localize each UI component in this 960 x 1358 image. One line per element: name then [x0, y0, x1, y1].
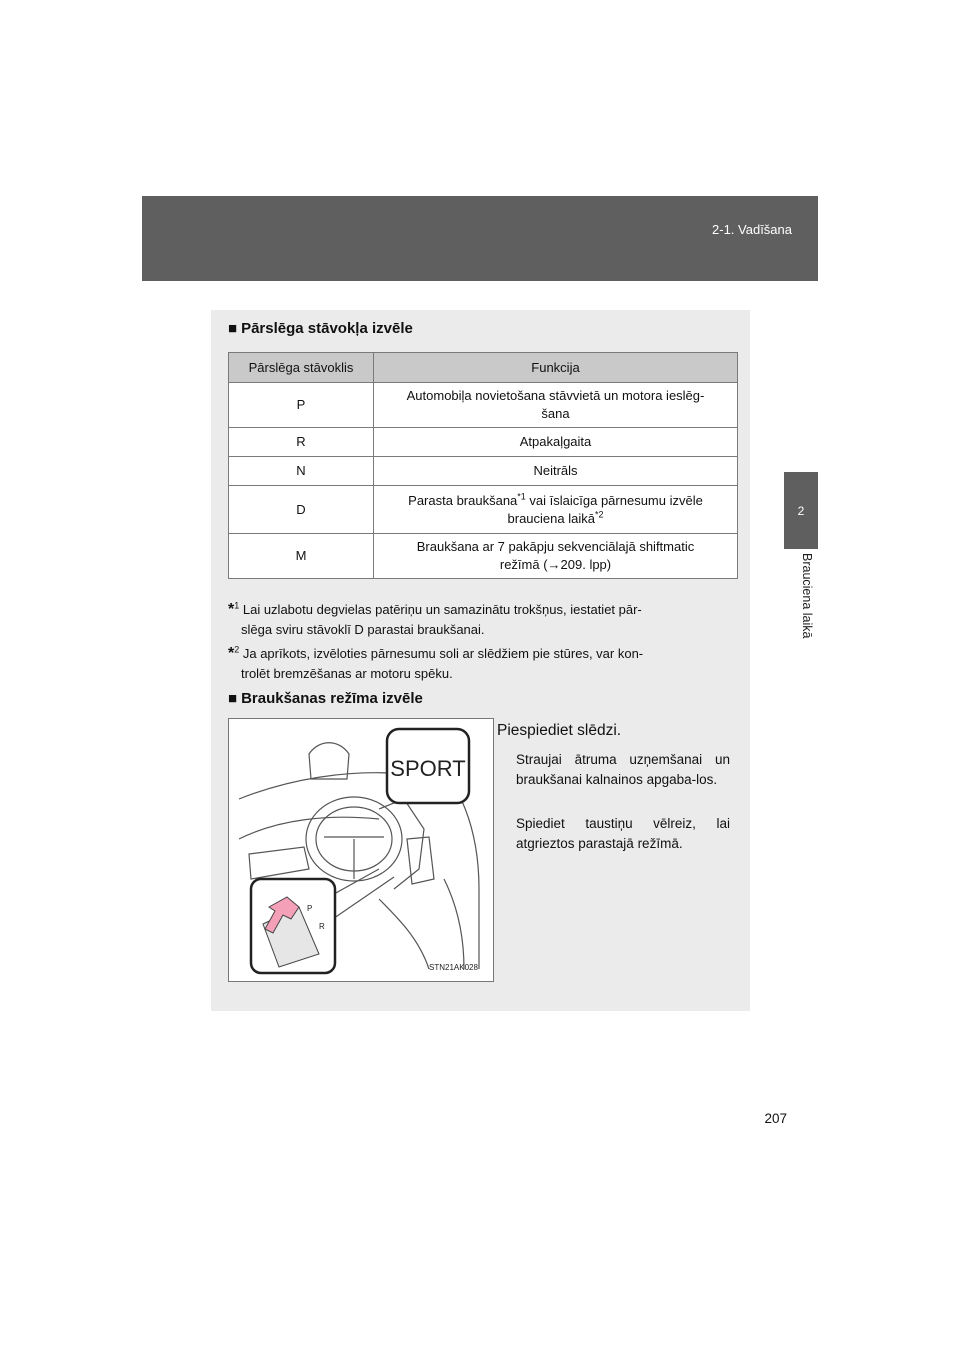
footnote-text: Ja aprīkots, izvēloties pārnesumu soli ar slēdžiem pie stūres, var kon- [239, 646, 644, 661]
function-cell: Atpakaļgaita [374, 428, 738, 457]
function-cell [374, 534, 738, 579]
footnote-ref: *1 [517, 491, 526, 502]
table-row [229, 457, 738, 486]
heading-text: Pārslēga stāvokļa izvēle [241, 320, 413, 337]
function-line: režīmā (→209. lpp) [499, 557, 612, 572]
chapter-tab[interactable] [784, 472, 818, 549]
paragraph: Spiediet taustiņu vēlreiz, lai atgrieztos parastajā režīmā. [516, 816, 730, 851]
page-number: 207 [764, 1111, 787, 1126]
sport-label: SPORT [390, 756, 466, 781]
chapter-title: Brauciena laikā [800, 553, 814, 639]
column-header: Pārslēga stāvoklis [229, 353, 374, 383]
footnote-star: * [228, 601, 235, 618]
function-cell: Neitrāls [374, 457, 738, 486]
footnote-line: trolēt bremzēšanas ar motoru spēku. [241, 666, 453, 681]
footnote-1 [228, 600, 736, 640]
footnote-line: slēga sviru stāvoklī D parastai braukšanai. [241, 622, 485, 637]
content-panel [211, 310, 750, 1011]
illustration-drawing [229, 719, 493, 981]
footnote-number: 2 [234, 644, 240, 655]
column-header: Funkcija [374, 353, 738, 383]
function-line [384, 510, 727, 528]
function-cell [374, 383, 738, 428]
function-text: brauciena laikā [507, 510, 595, 526]
figure-code: STN21AK028 [429, 963, 478, 972]
footnote-2 [228, 644, 736, 684]
heading-marker: ■ [228, 690, 238, 707]
shift-position-table [228, 352, 738, 579]
table-row [229, 428, 738, 457]
table-row [229, 534, 738, 579]
function-line: Braukšana ar 7 pakāpju sekvenciālajā shiftmatic [416, 539, 695, 554]
position-cell: R [229, 428, 374, 457]
table-row [229, 383, 738, 428]
position-cell: M [229, 534, 374, 579]
gear-label: P [307, 904, 313, 913]
drive-mode-heading [228, 690, 423, 707]
header-band [142, 196, 818, 281]
paragraph: Straujai ātruma uzņemšanai un braukšanai kalnainos apgaba-los. [516, 752, 730, 787]
footnote-line [228, 644, 736, 664]
chapter-number: 2 [797, 503, 805, 518]
footnote-line [228, 600, 736, 620]
table-row [229, 486, 738, 534]
function-line: Automobiļa novietošana stāvvietā un motora ieslēg- [406, 388, 705, 403]
gear-label: R [319, 922, 325, 931]
position-cell: N [229, 457, 374, 486]
function-line: šana [541, 406, 570, 421]
sport-switch-illustration [228, 718, 494, 982]
section-title: 2-1. Vadīšana [712, 222, 792, 237]
function-text: Parasta braukšana [408, 492, 518, 508]
instruction-text: Piespiediet slēdzi. [497, 722, 622, 739]
function-text: vai īslaicīga pārnesumu izvēle [525, 492, 703, 508]
heading-marker: ■ [228, 320, 238, 337]
heading-text: Braukšanas režīma izvēle [241, 690, 423, 707]
footnote-number: 1 [234, 600, 240, 611]
position-cell: D [229, 486, 374, 534]
shift-heading [228, 320, 413, 337]
function-line [384, 492, 727, 510]
position-cell: P [229, 383, 374, 428]
footnote-text: Lai uzlabotu degvielas patēriņu un samazinātu trokšņus, iestatiet pār- [239, 602, 642, 617]
footnote-star: * [228, 645, 235, 662]
function-cell [374, 486, 738, 534]
footnote-ref: *2 [594, 509, 604, 520]
